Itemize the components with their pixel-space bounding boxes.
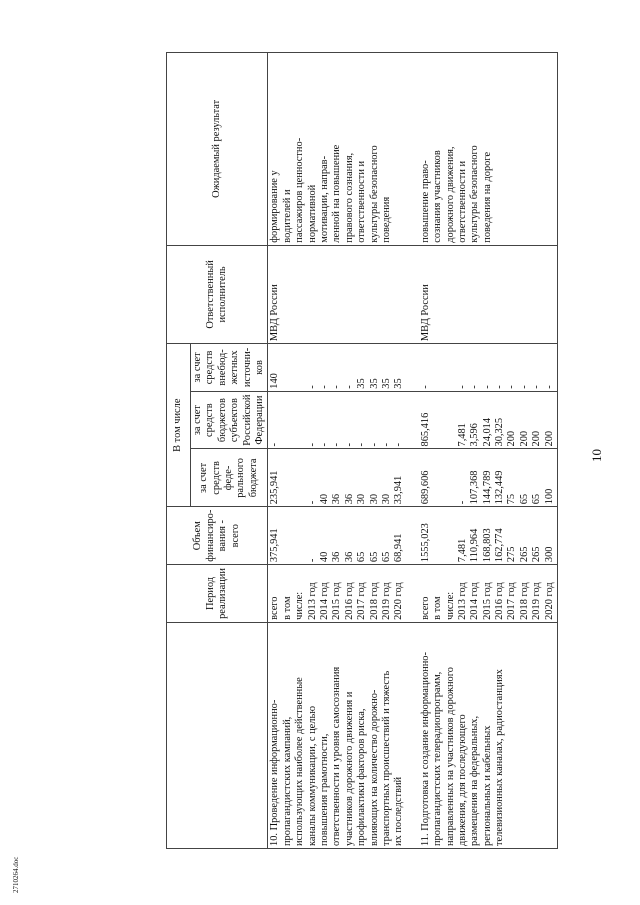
period-cell-line: в том [432,596,444,620]
offbudget-cell-line: - [494,385,506,389]
regional-cell-line: - [269,443,281,447]
federal-cell [268,449,407,507]
regional-cell-line [445,394,457,447]
total-cell-line: 162,774 [494,528,506,563]
event-description-line: влияющих на количество дорожно- [368,689,380,846]
offbudget-cell-line: - [319,385,330,389]
result-cell-line: повышение право- [419,160,431,243]
offbudget-cell-line: - [506,385,518,389]
regional-cell-line: - [368,443,380,447]
period-cell-line: 2018 год [368,582,380,620]
federal-cell-line [294,452,306,505]
header-result: Ожидаемый результат [167,53,268,246]
period-cell-line: 2015 год [331,582,343,620]
offbudget-cell-line: - [419,385,431,389]
event-description-line: 11. Подготовка и создание информационно- [419,652,431,846]
federal-cell [419,449,558,507]
offbudget-cell-line [445,346,457,389]
federal-cell-line: 33,941 [393,475,405,505]
offbudget-cell-line: - [469,385,481,389]
federal-cell-line: 65 [531,493,543,505]
event-description-line: каналы коммуникации, с целью [306,706,318,846]
result-cell-line: сознания участников [432,150,444,243]
total-cell-line: 40 [319,551,330,563]
regional-cell-line: - [306,443,318,447]
result-cell-line: поведения на дороге [481,151,493,243]
regional-cell-line: 7,481 [456,423,468,447]
result-cell [419,53,558,246]
result-cell-line: водителей и [281,189,293,243]
table-row [268,53,407,849]
event-description-line: профилактики факторов риска, [356,708,368,846]
regional-cell-line: 200 [543,430,555,447]
result-cell-line: пассажиров ценностно- [294,137,306,243]
row-spacer [407,53,419,849]
offbudget-cell-line: - [481,385,493,389]
total-cell-line [294,509,306,562]
period-cell-line: 2014 год [469,582,481,620]
result-cell-line: культуры безопасного [368,145,380,243]
offbudget-cell-line: - [343,385,355,389]
federal-cell-line: 75 [506,493,518,505]
period-cell-line: всего [419,596,431,620]
period-cell [268,565,407,623]
federal-cell-line: - [306,500,318,505]
result-cell [268,53,407,246]
offbudget-cell-line: - [531,385,543,389]
offbudget-cell-line [294,346,306,389]
period-cell-line: 2020 год [543,582,555,620]
total-cell-line: 65 [356,551,368,563]
event-description-line: телевизионных каналах, радиостанциях [494,669,506,846]
offbudget-cell-line: - [518,385,530,389]
regional-cell-line: 30,325 [494,417,506,447]
total-cell-line: 265 [518,546,530,563]
header-responsible: Ответственный исполнитель [167,245,268,343]
total-cell-line: 168,803 [481,528,493,563]
federal-cell-line: 132,449 [494,470,506,505]
period-cell-line: 2016 год [343,582,355,620]
offbudget-cell-line: - [543,385,555,389]
event-description-line: ответственности и уровня самосознания [331,666,343,846]
responsible-cell: МВД России [268,245,407,343]
total-cell-line [282,509,294,562]
header-offbudget: за счет средств внебюд-жетных источни-ков [191,344,268,392]
total-cell-line: 1555,023 [419,523,431,563]
total-cell-line [445,509,457,562]
regional-cell [419,391,558,449]
total-cell [419,507,558,565]
period-cell-line: в том [281,596,293,620]
period-cell-line: 2013 год [456,582,468,620]
period-cell-line: числе: [444,591,456,620]
federal-cell-line: 65 [518,493,530,505]
federal-cell-line: 235,941 [269,470,281,505]
period-cell-line: 2019 год [531,582,543,620]
offbudget-cell-line [432,346,444,389]
offbudget-cell [268,344,407,392]
period-cell-line: числе: [294,591,306,620]
regional-cell-line: - [393,443,405,447]
header-event [167,622,268,848]
event-description-line: пропагандистских телерадиопрограмм, [432,671,444,846]
period-cell-line: 2014 год [319,582,330,620]
federal-cell-line [432,452,444,505]
federal-cell-line: - [456,500,468,505]
regional-cell-line [282,394,294,447]
regional-cell-line: - [356,443,368,447]
regional-cell-line: - [343,443,355,447]
federal-cell-line: 144,789 [481,470,493,505]
event-description [268,622,407,848]
regional-cell-line: 200 [531,430,543,447]
regional-cell-line [432,394,444,447]
total-cell-line: 110,964 [469,528,481,563]
federal-cell-line: 689,606 [419,470,431,505]
total-cell-line: 275 [506,546,518,563]
regional-cell [268,391,407,449]
federal-cell-line: 36 [331,493,343,505]
period-cell-line: 2015 год [481,582,493,620]
period-cell-line: 2013 год [306,582,318,620]
result-cell-line: мотивации, направ- [319,155,330,243]
period-cell-line: 2018 год [518,582,530,620]
federal-cell-line: 100 [543,488,555,505]
period-cell-line: 2017 год [356,582,368,620]
total-cell-line: 300 [543,546,555,563]
table-row [419,53,558,849]
period-cell-line: 2017 год [506,582,518,620]
header-regional: за счет средств бюджетов субъектов Российской Федерации [191,391,268,449]
federal-cell-line: 107,368 [469,470,481,505]
event-description-line: 10. Проведение информационно- [269,699,281,846]
total-cell-line [432,509,444,562]
regional-cell-line: 200 [506,430,518,447]
offbudget-cell-line: - [331,385,343,389]
offbudget-cell-line: 35 [356,378,368,389]
regional-cell-line: 200 [518,430,530,447]
header-period: Период реализации [167,565,268,623]
total-cell-line: 36 [343,551,355,563]
total-cell-line: 65 [380,551,392,563]
federal-cell-line [282,452,294,505]
total-cell-line: 36 [331,551,343,563]
total-cell-line: 375,941 [269,528,281,563]
period-cell-line: 2016 год [494,582,506,620]
offbudget-cell [419,344,558,392]
event-description-line: их последствий [393,776,405,846]
federal-cell-line: 36 [343,493,355,505]
period-cell-line: 2019 год [380,582,392,620]
result-cell-line: ленной на повышение [331,144,343,243]
responsible-cell: МВД России [419,245,558,343]
event-description-line: движения, для последующего [456,714,468,846]
total-cell-line: - [306,558,318,563]
event-description-line: участников дорожного движения и [343,691,355,846]
event-description-line: пропагандистских кампаний, [281,716,293,846]
result-cell-line: культуры безопасного [469,145,481,243]
federal-cell-line: 40 [319,493,330,505]
result-cell-line: поведения [380,196,392,243]
total-cell-line: 68,941 [393,533,405,563]
federal-cell-line: 30 [356,493,368,505]
header-federal: за счет средств феде-рального бюджета [191,449,268,507]
regional-cell-line: 24,014 [481,417,493,447]
result-cell-line: ответственности и [456,160,468,243]
regional-cell-line [294,394,306,447]
event-description-line: транспортных происшествий и тяжесть [380,670,392,846]
period-cell-line: всего [269,596,281,620]
offbudget-cell-line: - [306,385,318,389]
result-cell-line: дорожного движения, [444,146,456,243]
offbudget-cell-line: 35 [368,378,380,389]
federal-cell-line: 30 [380,493,392,505]
event-description-line: направленных на участников дорожного [444,667,456,846]
result-cell-line: формирование у [269,170,281,243]
total-cell-line: 265 [531,546,543,563]
offbudget-cell-line: 140 [269,373,281,389]
total-cell [268,507,407,565]
total-cell-line: 7,481 [456,538,468,563]
page-number: 10 [589,449,604,462]
result-cell-line: правового сознания, [343,152,355,243]
regional-cell-line: - [331,443,343,447]
event-description-line: размещения на федеральных, [469,715,481,846]
offbudget-cell-line [282,346,294,389]
result-cell-line: ответственности и [356,160,368,243]
regional-cell-line: - [380,443,392,447]
offbudget-cell-line: 35 [393,378,405,389]
regional-cell-line: - [319,443,330,447]
header-including: В том числе [167,344,191,507]
event-description-line: использующих наиболее действенные [294,677,306,846]
regional-cell-line: 3,596 [469,423,481,447]
event-description [419,622,558,848]
event-description-line: региональных и кабельных [481,725,493,846]
offbudget-cell-line: 35 [380,378,392,389]
period-cell-line: 2020 год [393,582,405,620]
document-footer: 2710264.doc [12,856,20,893]
header-total: Объем финансиро-вания - всего [167,507,268,565]
event-description-line: повышения грамотности, [319,733,330,846]
result-cell-line: нормативной [306,184,318,243]
offbudget-cell-line: - [456,385,468,389]
federal-cell-line: 30 [368,493,380,505]
regional-cell-line: 865,416 [419,412,431,447]
period-cell [419,565,558,623]
federal-cell-line [445,452,457,505]
total-cell-line: 65 [368,551,380,563]
program-table [166,52,558,849]
